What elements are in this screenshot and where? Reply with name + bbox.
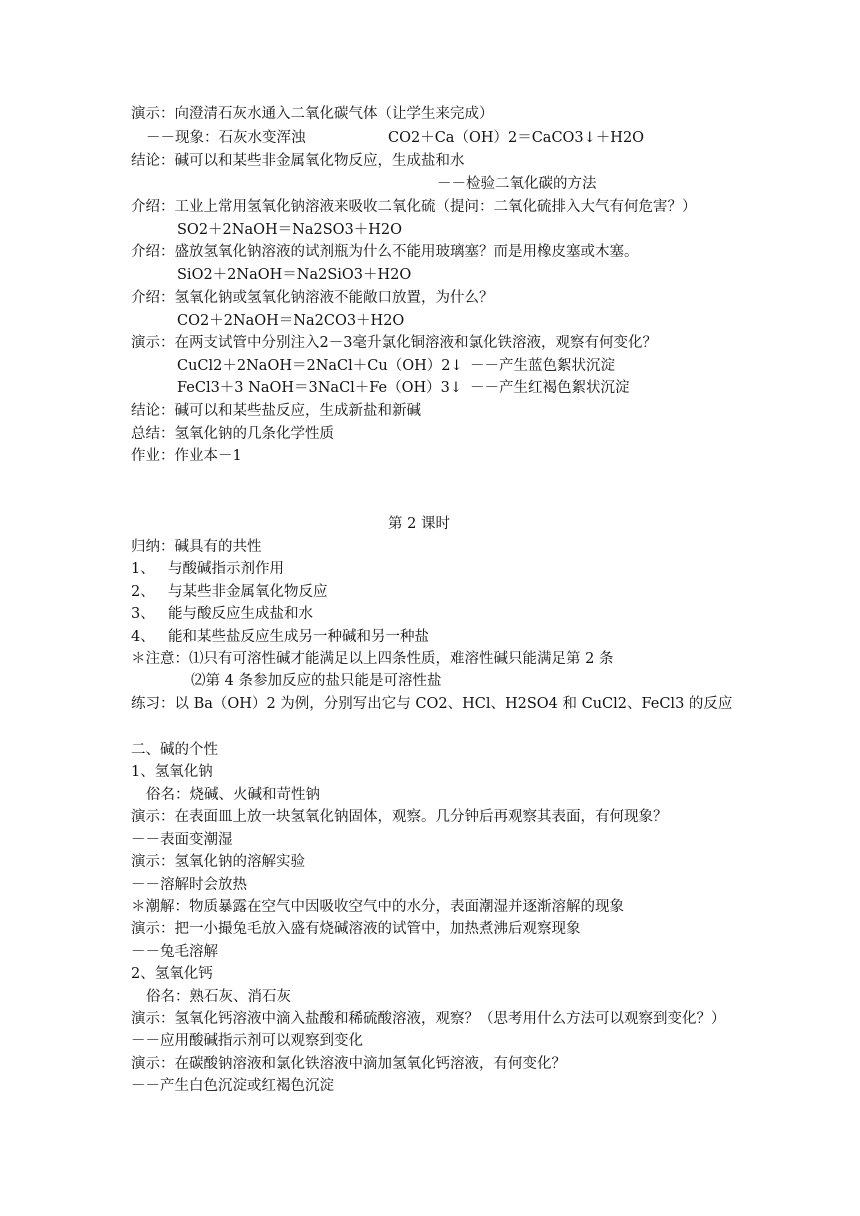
text-line: －－兔毛溶解 xyxy=(131,944,218,960)
text-line: 归纳：碱具有的共性 xyxy=(131,539,262,555)
text-line: 结论：碱可以和某些盐反应，生成新盐和新碱 xyxy=(131,403,421,419)
equation-line: SiO2＋2NaOH＝Na2SiO3＋H2O xyxy=(177,267,412,283)
text-line: －－产生蓝色絮状沉淀 xyxy=(470,358,615,374)
text-line: 演示：氢氧化钙溶液中滴入盐酸和稀硫酸溶液，观察？（思考用什么方法可以观察到变化？） xyxy=(131,1011,726,1027)
note-line: ＊注意：⑴只有可溶性碱才能满足以上四条性质，难溶性碱只能满足第 2 条 xyxy=(131,651,614,667)
list-number: 2、 xyxy=(131,584,155,600)
equation-line: CO2＋Ca（OH）2＝CaCO3↓＋H2O xyxy=(388,130,645,146)
equation-line: SO2＋2NaOH＝Na2SO3＋H2O xyxy=(177,222,402,238)
text-line: 介绍：盛放氢氧化钠溶液的试剂瓶为什么不能用玻璃塞？而是用橡皮塞或木塞。 xyxy=(131,244,639,260)
subsection-heading: 2、氢氧化钙 xyxy=(131,966,213,982)
text-line: 演示：氢氧化钠的溶解实验 xyxy=(131,854,305,870)
text-line: 演示：向澄清石灰水通入二氧化碳气体（让学生来完成） xyxy=(131,106,494,122)
text-line: 俗名：熟石灰、消石灰 xyxy=(146,989,291,1005)
text-line: －－产生红褐色絮状沉淀 xyxy=(470,380,630,396)
list-item: 能与酸反应生成盐和水 xyxy=(168,606,313,622)
note-line: ＊潮解：物质暴露在空气中因吸收空气中的水分，表面潮湿并逐渐溶解的现象 xyxy=(131,899,624,915)
note-line: ⑵第 4 条参加反应的盐只能是可溶性盐 xyxy=(191,673,442,689)
equation-line: CO2＋2NaOH＝Na2CO3＋H2O xyxy=(177,313,405,329)
text-line: －－产生白色沉淀或红褐色沉淀 xyxy=(131,1078,334,1094)
text-line: 演示：把一小撮兔毛放入盛有烧碱溶液的试管中，加热煮沸后观察现象 xyxy=(131,921,581,937)
list-number: 4、 xyxy=(131,629,155,645)
list-item: 与某些非金属氧化物反应 xyxy=(168,584,328,600)
list-item: 与酸碱指示剂作用 xyxy=(168,561,284,577)
equation-line: CuCl2＋2NaOH＝2NaCl＋Cu（OH）2↓ xyxy=(177,358,463,374)
text-line: －－应用酸碱指示剂可以观察到变化 xyxy=(131,1033,363,1049)
text-line: 俗名：烧碱、火碱和苛性钠 xyxy=(146,787,320,803)
text-line: －－检验二氧化碳的方法 xyxy=(437,176,597,192)
list-number: 3、 xyxy=(131,606,155,622)
section-heading: 第 2 课时 xyxy=(388,516,450,532)
list-number: 1、 xyxy=(131,561,155,577)
text-line: 介绍：氢氧化钠或氢氧化钠溶液不能敞口放置，为什么？ xyxy=(131,290,494,306)
text-line: 总结：氢氧化钠的几条化学性质 xyxy=(131,426,334,442)
text-line: 演示：在两支试管中分别注入2－3毫升氯化铜溶液和氯化铁溶液，观察有何变化？ xyxy=(131,335,657,351)
text-line: －－溶解时会放热 xyxy=(131,877,247,893)
list-item: 能和某些盐反应生成另一种碱和另一种盐 xyxy=(168,629,429,645)
equation-line: FeCl3＋3 NaOH＝3NaCl＋Fe（OH）3↓ xyxy=(177,380,463,396)
text-line: 作业：作业本－1 xyxy=(131,448,242,464)
text-line: 演示：在碳酸钠溶液和氯化铁溶液中滴加氢氧化钙溶液，有何变化？ xyxy=(131,1056,566,1072)
text-line: －－表面变潮湿 xyxy=(131,832,233,848)
text-line: 演示：在表面皿上放一块氢氧化钠固体，观察。几分钟后再观察其表面，有何现象？ xyxy=(131,809,668,825)
text-line: 练习：以 Ba（OH）2 为例，分别写出它与 CO2、HCl、H2SO4 和 CuCl2、FeCl3 的反应 xyxy=(131,696,733,712)
text-line: 结论：碱可以和某些非金属氧化物反应，生成盐和水 xyxy=(131,153,465,169)
subsection-heading: 1、氢氧化钠 xyxy=(131,764,213,780)
section-heading: 二、碱的个性 xyxy=(131,742,218,758)
text-line: －－现象：石灰水变浑浊 xyxy=(146,130,306,146)
text-line: 介绍：工业上常用氢氧化钠溶液来吸收二氧化硫（提问：二氧化硫排入大气有何危害？） xyxy=(131,199,697,215)
